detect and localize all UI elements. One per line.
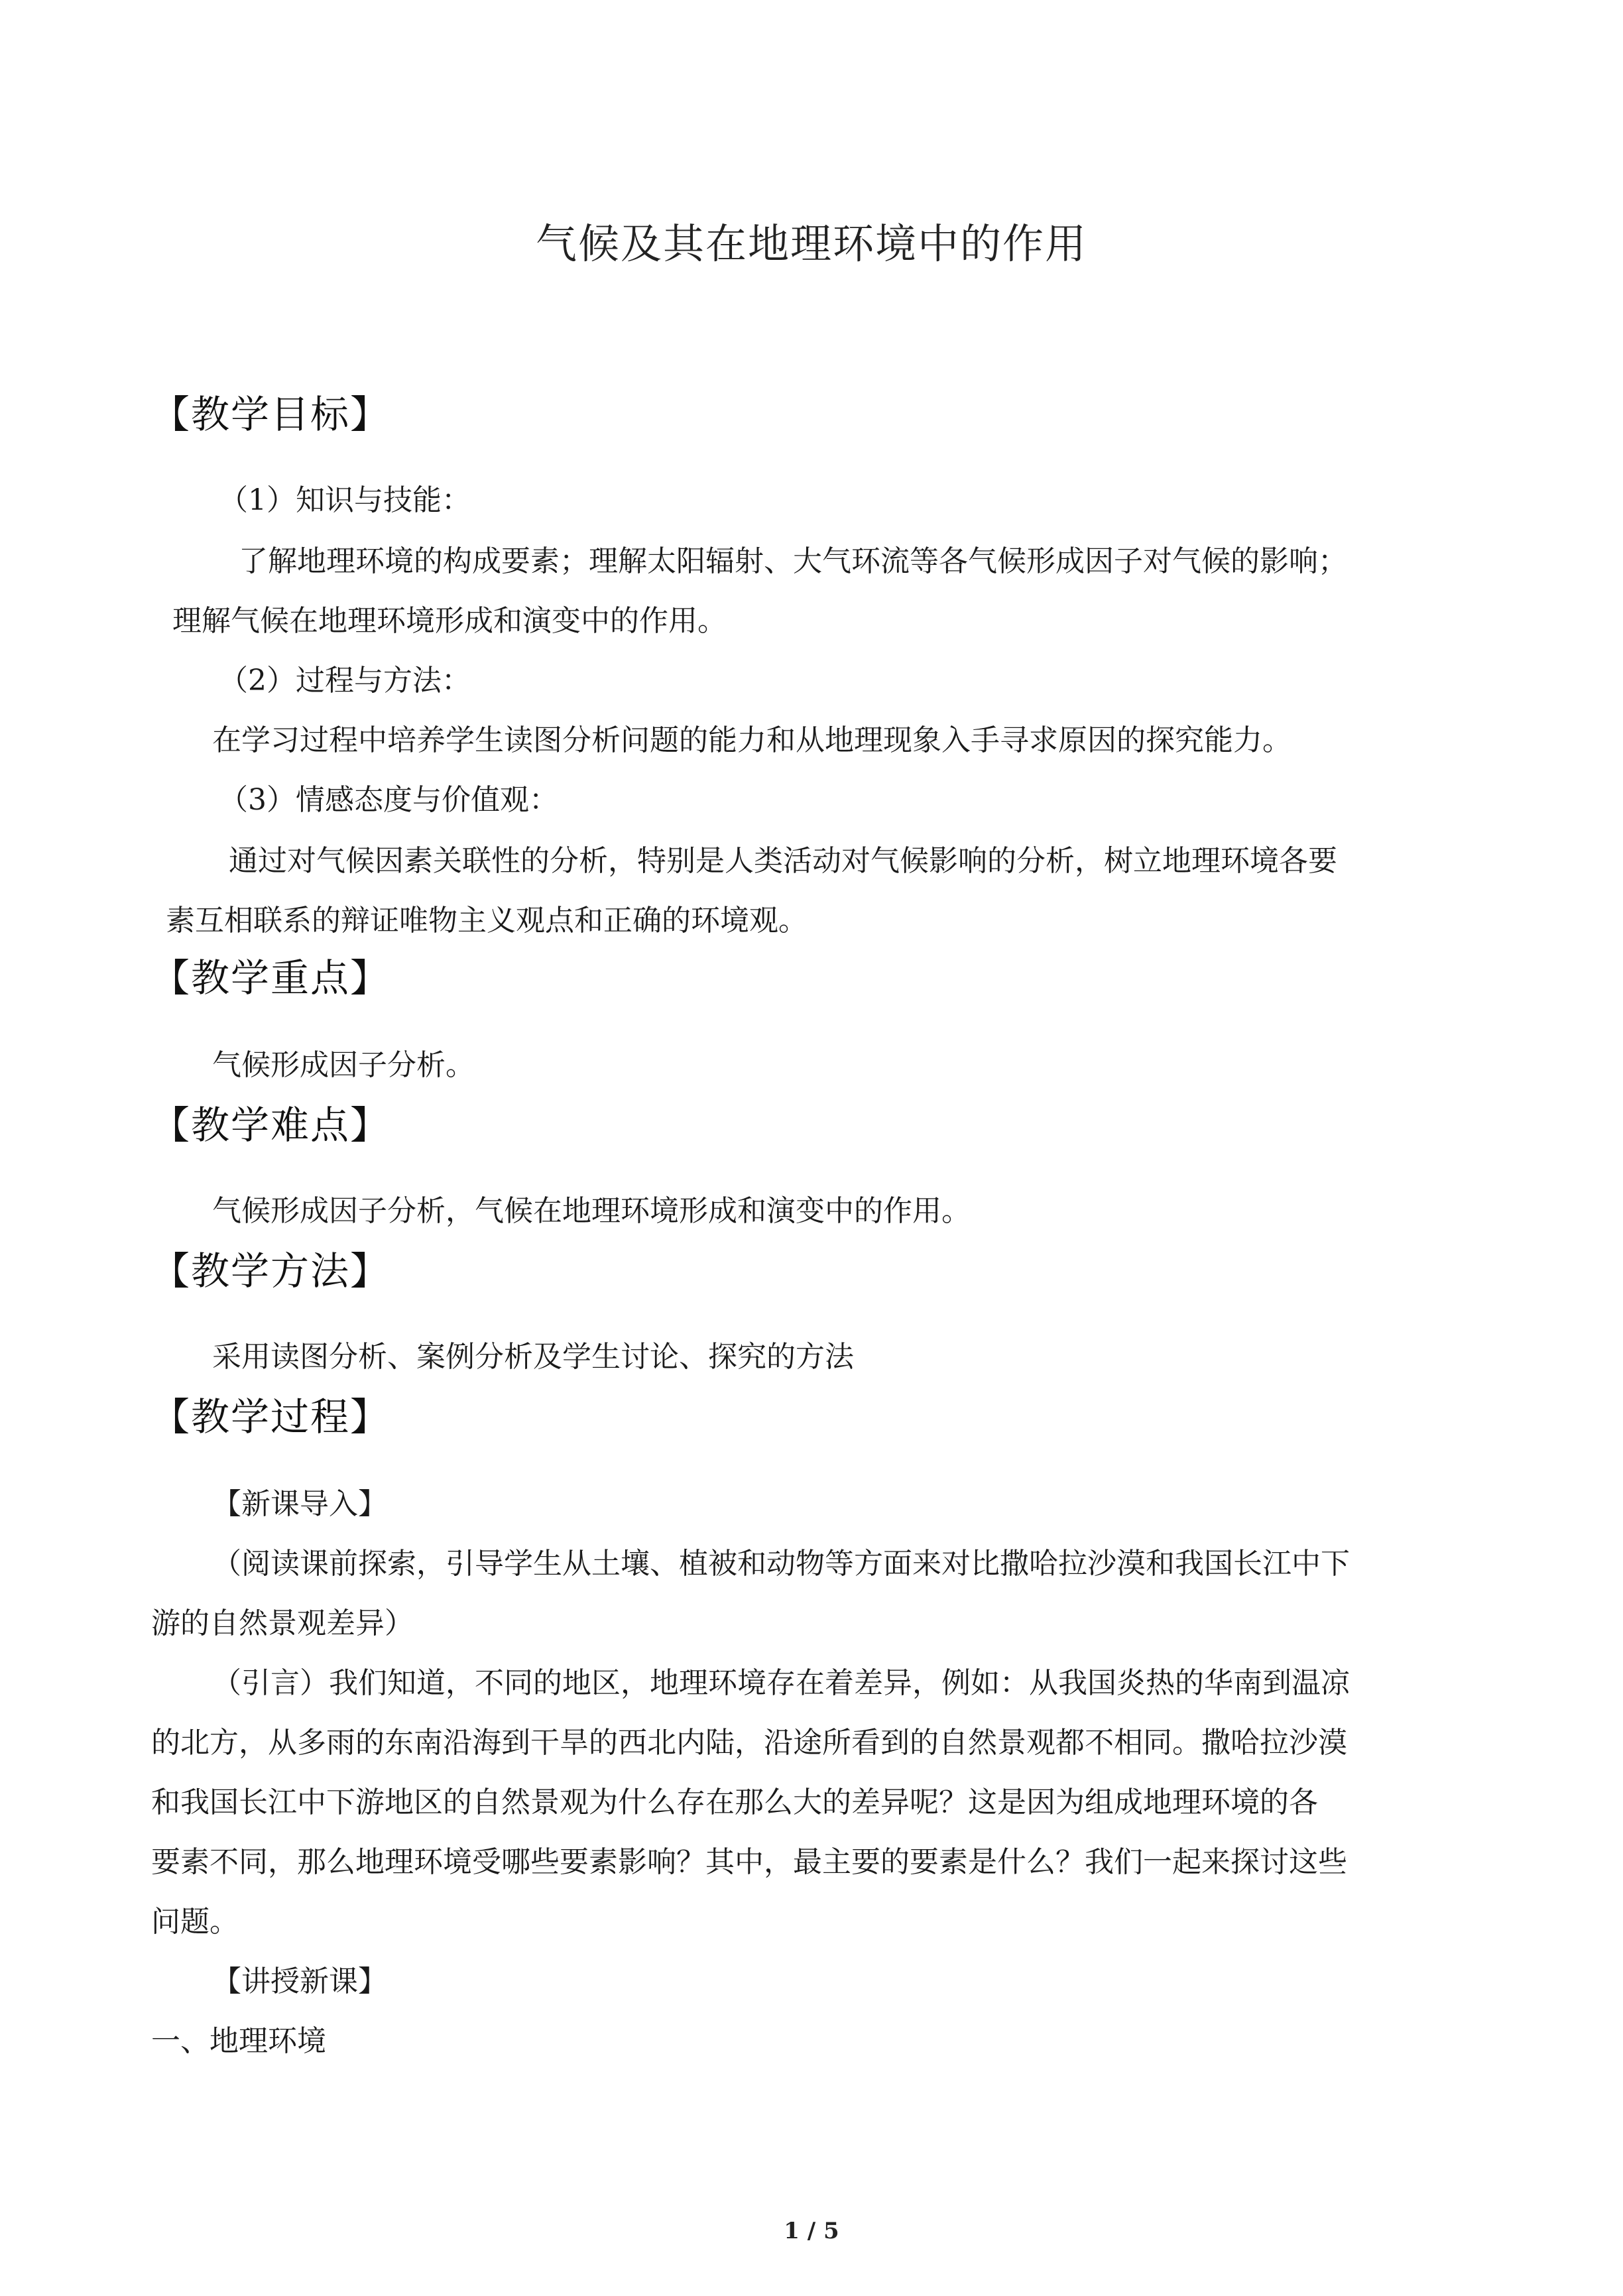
intro-line-1: （阅读课前探索，引导学生从土壤、植被和动物等方面来对比撒哈拉沙漠和我国长江中下 [212,1547,1350,1581]
methods-text: 采用读图分析、案例分析及学生讨论、探究的方法 [212,1340,854,1374]
page-number: 1 / 5 [784,2218,839,2244]
difficulties-text: 气候形成因子分析，气候在地理环境形成和演变中的作用。 [212,1194,971,1228]
lecture-label: 【讲授新课】 [212,1964,387,1998]
objective-3-label: （3）情感态度与价值观： [219,783,558,817]
heading-process: 【教学过程】 [151,1394,391,1439]
intro-line-2: 游的自然景观差异） [151,1606,414,1640]
objective-1-label: （1）知识与技能： [219,483,471,517]
objective-1-line-2: 理解气候在地理环境形成和演变中的作用。 [172,604,727,638]
objective-2-label: （2）过程与方法： [219,664,471,697]
quote-line-5: 问题。 [151,1905,239,1939]
heading-difficulties: 【教学难点】 [151,1103,391,1148]
objective-3-line-2: 素互相联系的辩证唯物主义观点和正确的环境观。 [166,904,808,937]
heading-objectives: 【教学目标】 [151,392,391,437]
intro-label: 【新课导入】 [212,1487,387,1521]
quote-line-3: 和我国长江中下游地区的自然景观为什么存在那么大的差异呢？这是因为组成地理环境的各 [151,1785,1318,1819]
heading-methods: 【教学方法】 [151,1248,391,1294]
objective-3-line-1: 通过对气候因素关联性的分析，特别是人类活动对气候影响的分析，树立地理环境各要 [229,844,1337,878]
section-1-heading: 一、地理环境 [151,2024,326,2058]
objective-1-line-1: 了解地理环境的构成要素；理解太阳辐射、大气环流等各气候形成因子对气候的影响； [239,544,1347,578]
quote-line-2: 的北方，从多雨的东南沿海到干旱的西北内陆，沿途所看到的自然景观都不相同。撒哈拉沙漠 [151,1726,1347,1760]
document-title: 气候及其在地理环境中的作用 [535,219,1087,268]
quote-line-4: 要素不同，那么地理环境受哪些要素影响？其中，最主要的要素是什么？我们一起来探讨这些 [151,1845,1347,1879]
key-points-text: 气候形成因子分析。 [212,1048,475,1082]
heading-key-points: 【教学重点】 [151,955,391,1000]
objective-2-line-1: 在学习过程中培养学生读图分析问题的能力和从地理现象入手寻求原因的探究能力。 [212,723,1292,757]
quote-line-1: （引言）我们知道，不同的地区，地理环境存在着差异，例如：从我国炎热的华南到温凉 [212,1666,1350,1700]
